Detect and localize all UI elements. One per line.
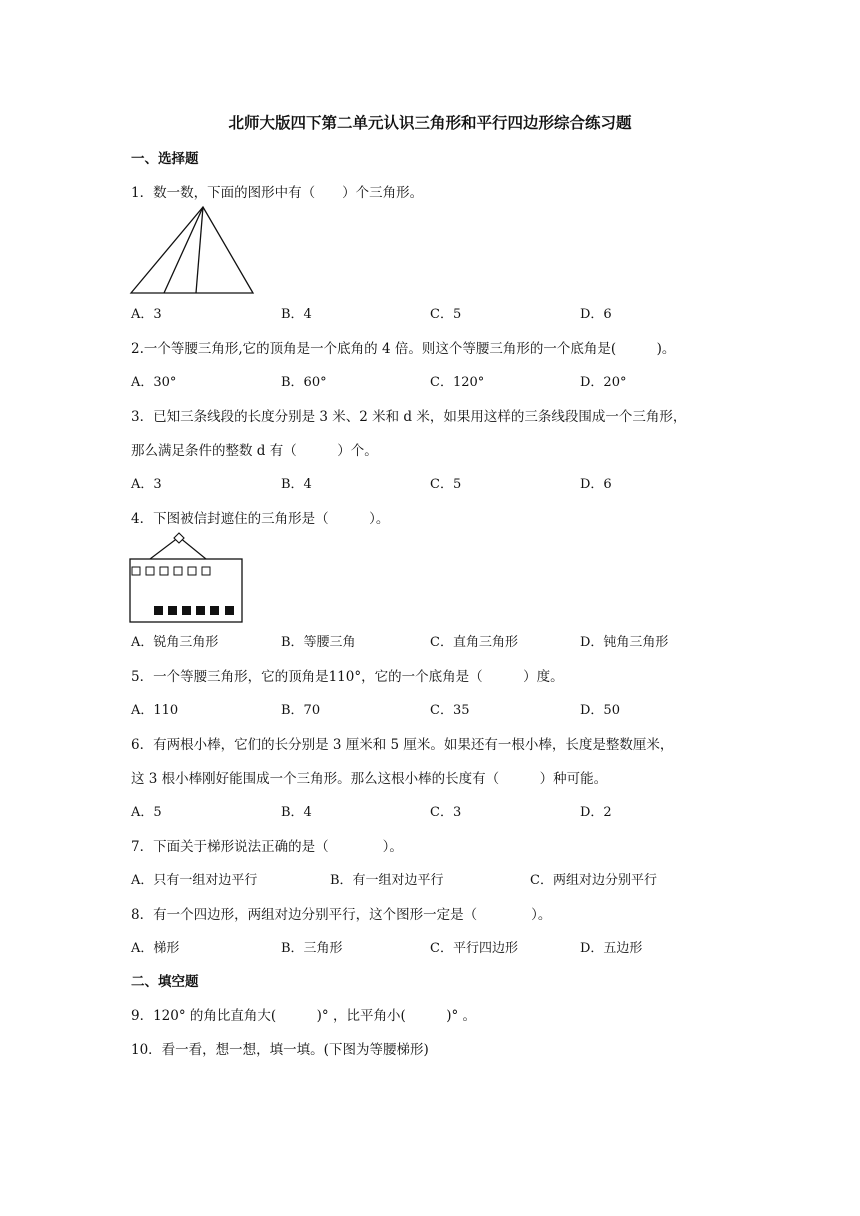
question-1: 1．数一数，下面的图形中有（ ）个三角形。 <box>131 185 424 201</box>
q4-option-a: A．锐角三角形 <box>131 635 219 650</box>
question-9: 9．120° 的角比直角大( )° ，比平角小( )° 。 <box>131 1008 477 1024</box>
q2-option-b: B．60° <box>281 375 327 390</box>
q6-option-a: A．5 <box>131 805 162 820</box>
q1-option-c: C．5 <box>430 307 462 322</box>
question-5: 5．一个等腰三角形，它的顶角是110°，它的一个底角是（ ）度。 <box>131 669 564 685</box>
q2-option-a: A．30° <box>131 375 177 390</box>
q1-option-d: D．6 <box>580 307 612 322</box>
q6-option-c: C．3 <box>430 805 462 820</box>
q5-option-d: D．50 <box>580 703 620 718</box>
q3-option-d: D．6 <box>580 477 612 492</box>
q7-option-b: B．有一组对边平行 <box>330 873 444 888</box>
q8-option-c: C．平行四边形 <box>430 941 518 956</box>
page-title: 北师大版四下第二单元认识三角形和平行四边形综合练习题 <box>228 114 632 132</box>
q8-option-d: D．五边形 <box>580 941 643 956</box>
section-heading-choice: 一、选择题 <box>131 151 199 167</box>
q5-option-b: B．70 <box>281 703 321 718</box>
q2-option-c: C．120° <box>430 375 485 390</box>
question-3-line-1: 3．已知三条线段的长度分别是 3 米、2 米和 d 米，如果用这样的三条线段围成一个三角形， <box>131 409 687 425</box>
question-3-line-2: 那么满足条件的整数 d 有（ ）个。 <box>131 443 378 459</box>
q5-option-a: A．110 <box>131 703 179 718</box>
section-heading-fill: 二、填空题 <box>131 974 199 990</box>
q4-option-d: D．钝角三角形 <box>580 635 669 650</box>
q7-option-a: A．只有一组对边平行 <box>131 873 258 888</box>
question-6-line-2: 这 3 根小棒刚好能围成一个三角形。那么这根小棒的长度有（ ）种可能。 <box>131 771 608 787</box>
question-4: 4．下图被信封遮住的三角形是（ ）。 <box>131 511 390 527</box>
q2-option-d: D．20° <box>580 375 627 390</box>
q1-option-b: B．4 <box>281 307 312 322</box>
q3-option-b: B．4 <box>281 477 312 492</box>
question-8: 8．有一个四边形，两组对边分别平行，这个图形一定是（ ）。 <box>131 907 552 923</box>
q5-option-c: C．35 <box>430 703 470 718</box>
q4-option-c: C．直角三角形 <box>430 635 518 650</box>
envelope-figure <box>129 533 243 623</box>
q4-option-b: B．等腰三角 <box>281 635 356 650</box>
q1-option-a: A．3 <box>131 307 162 322</box>
triangle-figure <box>130 206 254 294</box>
q6-option-b: B．4 <box>281 805 312 820</box>
q6-option-d: D．2 <box>580 805 612 820</box>
q8-option-a: A．梯形 <box>131 941 180 956</box>
question-7: 7．下面关于梯形说法正确的是（ ）。 <box>131 839 403 855</box>
q8-option-b: B．三角形 <box>281 941 343 956</box>
q7-option-c: C．两组对边分别平行 <box>530 873 657 888</box>
question-10: 10．看一看，想一想，填一填。(下图为等腰梯形) <box>131 1042 429 1058</box>
q3-option-c: C．5 <box>430 477 462 492</box>
question-6-line-1: 6．有两根小棒，它们的长分别是 3 厘米和 5 厘米。如果还有一根小棒，长度是整数厘米， <box>131 737 674 753</box>
question-2: 2.一个等腰三角形,它的顶角是一个底角的 4 倍。则这个等腰三角形的一个底角是( )。 <box>131 341 676 357</box>
q3-option-a: A．3 <box>131 477 162 492</box>
